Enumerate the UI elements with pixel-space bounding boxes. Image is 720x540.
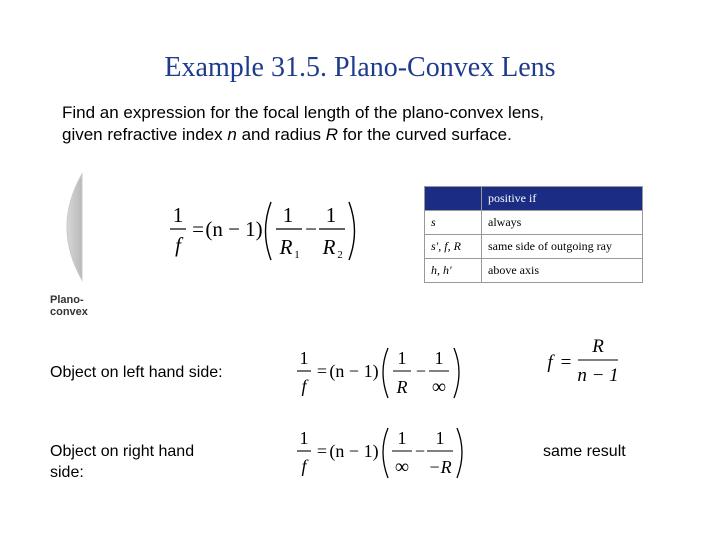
eq-infinity: ∞ [394, 456, 410, 478]
eq-equals: = [560, 352, 572, 373]
eq-r1-subscript: 1 [294, 249, 300, 261]
lens-label [50, 294, 88, 318]
eq-numerator: 1 [397, 348, 407, 368]
problem-text: and radius [236, 125, 326, 144]
plano-convex-lens-image [58, 172, 88, 282]
case-right-label [50, 441, 194, 483]
eq-numerator-r: R [592, 336, 604, 357]
eq-f: f [301, 376, 307, 396]
eq-r1: R [279, 235, 293, 259]
eq-minus: − [415, 361, 427, 381]
table-cell-quantity: s', f, R [425, 235, 482, 259]
slide-title: Example 31.5. Plano-Convex Lens [164, 52, 556, 83]
problem-statement [62, 102, 662, 146]
eq-n-minus-1: (n − 1) [329, 361, 379, 381]
table-cell-quantity: s [425, 211, 482, 235]
eq-n-minus-1: (n − 1) [329, 441, 379, 461]
table-cell-condition: above axis [482, 259, 643, 283]
eq-numerator: 1 [299, 428, 309, 448]
eq-f: f [301, 456, 307, 476]
eq-denominator-minus-r: −R [428, 457, 452, 477]
eq-numerator: 1 [299, 348, 309, 368]
problem-line-2 [62, 124, 662, 146]
eq-r2: R [322, 235, 336, 259]
lens-label-line-1: Plano- [50, 294, 84, 306]
table-header-cell: positive if [482, 187, 643, 211]
eq-numerator: 1 [282, 203, 294, 227]
eq-f: f [175, 233, 181, 257]
eq-equals: = [316, 361, 328, 381]
same-result-text: same result [543, 443, 626, 460]
eq-n-minus-1: (n − 1) [205, 217, 263, 241]
lensmaker-equation [168, 198, 358, 264]
paren-right [454, 348, 459, 398]
var-r: R [325, 125, 338, 144]
table-cell-condition: same side of outgoing ray [482, 235, 643, 259]
paren-left [383, 428, 388, 478]
table-row [425, 211, 643, 235]
eq-infinity: ∞ [431, 376, 447, 398]
eq-numerator: 1 [397, 428, 407, 448]
eq-numerator: 1 [172, 203, 184, 227]
right-case-equation [296, 424, 472, 482]
eq-equals: = [316, 441, 328, 461]
table-row [425, 235, 643, 259]
eq-numerator: 1 [325, 203, 337, 227]
eq-equals: = [192, 217, 204, 241]
paren-right [349, 202, 355, 260]
sign-convention-table [424, 186, 643, 283]
paren-left [266, 202, 272, 260]
table-row [425, 259, 643, 283]
table-cell-quantity: h, h' [425, 259, 482, 283]
paren-left [383, 348, 388, 398]
left-case-result-equation [540, 336, 630, 388]
eq-r2-subscript: 2 [337, 249, 343, 261]
lens-label-line-2: convex [50, 306, 88, 318]
case-left-label: Object on left hand side: [50, 364, 223, 381]
table-header-row [425, 187, 643, 211]
problem-line-1: Find an expression for the focal length of the plano-convex lens, [62, 103, 544, 122]
problem-text: for the curved surface. [337, 125, 512, 144]
case-right-label-line-1: Object on right hand [50, 443, 195, 460]
paren-right [457, 428, 462, 478]
eq-numerator: 1 [435, 428, 445, 448]
eq-denominator-r: R [396, 377, 408, 397]
case-right-label-line-2: side: [50, 464, 84, 481]
table-header-cell [425, 187, 482, 211]
problem-text: given refractive index [62, 125, 228, 144]
eq-denominator-n-minus-1: n − 1 [577, 365, 619, 386]
var-n: n [227, 125, 237, 144]
eq-f: f [547, 352, 553, 373]
eq-minus: − [305, 217, 317, 241]
left-case-equation [296, 344, 472, 402]
table-cell-condition: always [482, 211, 643, 235]
eq-minus: − [414, 441, 426, 461]
eq-numerator: 1 [434, 348, 444, 368]
